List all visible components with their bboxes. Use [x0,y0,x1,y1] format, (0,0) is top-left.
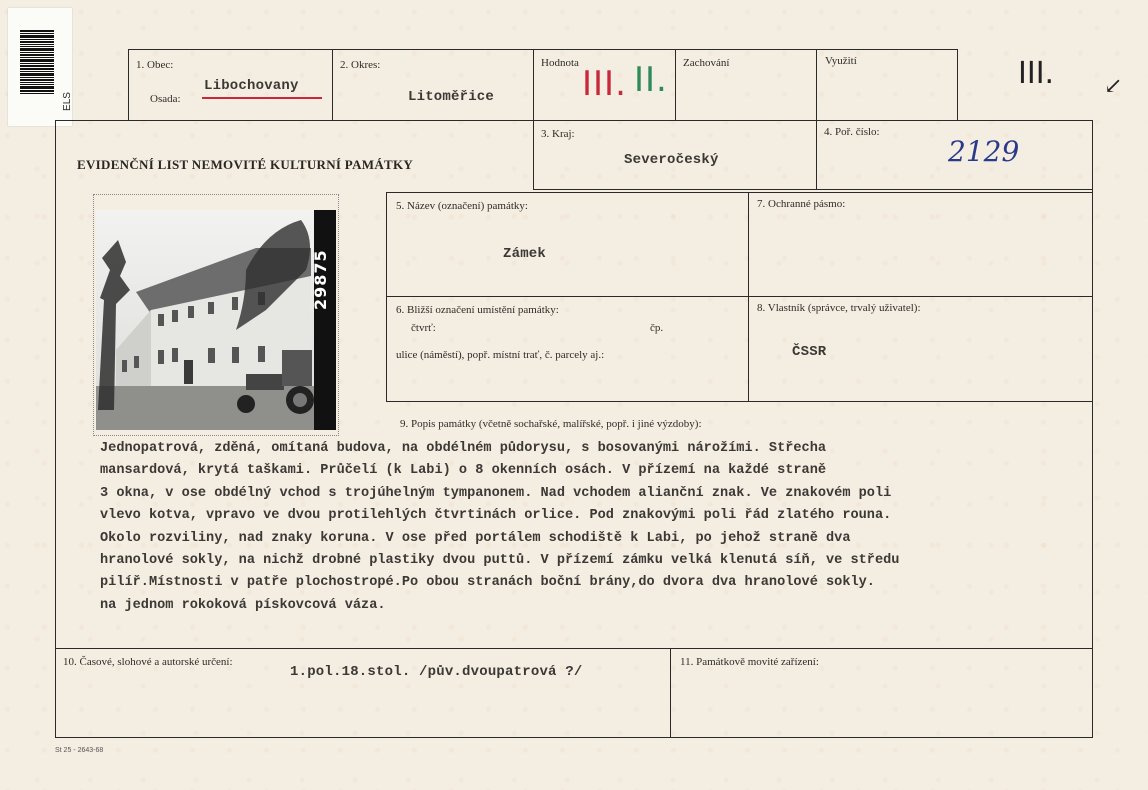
ulice-label: ulice (náměstí), popř. místní trať, č. parcely aj.: [396,349,605,361]
nazev-label: 5. Název (označení) památky: [396,200,528,212]
zachovani-label: Zachování [683,57,730,69]
casove-label: 10. Časové, slohové a autorské určení: [63,656,233,668]
corner-mark: III. [1018,56,1055,91]
description-text [100,438,1090,617]
vlastnik-label: 8. Vlastník (správce, trvalý uživatel): [757,302,921,314]
barcode-sticker [8,8,72,126]
kraj-label: 3. Kraj: [541,128,575,140]
okres-label: 2. Okres: [340,59,381,71]
cp-label: čp. [650,322,664,334]
photo-number: 29875 [311,249,330,310]
pasmo-label: 7. Ochranné pásmo: [757,198,846,210]
description-line: 3 okna, v ose obdélný vchod s trojúhelným tympanonem. Nad vchodem alianční znak. Ve znakovém poli [100,485,892,501]
nazev-value: Zámek [503,246,547,262]
description-line: Okolo rozviliny, nad znaky koruna. V ose před portálem schodiště k Labi, po jehož straně dva [100,530,851,546]
hodnota-red: III. [582,64,627,104]
casove-value: 1.pol.18.stol. /pův.dvoupatrová ?/ [290,664,583,680]
barcode-label-text: ELS [61,92,73,111]
check-mark-icon: ↙ [1104,74,1123,99]
obec-value: Libochovany [204,78,299,94]
zarizeni-label: 11. Památkově movité zařízení: [680,656,819,668]
description-line: vlevo kotva, vpravo ve dvou protilehlých čtvrtinách orlice. Pod znakovými poli řád zlatého rouna. [100,508,892,524]
osada-label: Osada: [150,93,181,105]
form-title: EVIDENČNÍ LIST NEMOVITÉ KULTURNÍ PAMÁTKY [77,157,414,172]
obec-label: 1. Obec: [136,59,174,71]
okres-value: Litoměřice [408,89,495,105]
description-line: na jednom rokoková pískovcová váza. [100,597,386,613]
barcode-icon [20,30,54,122]
hodnota-label: Hodnota [541,57,579,69]
description-line: Jednopatrová, zděná, omítaná budova, na obdélném půdorysu, s bosovanými nárožími. Střecha [100,441,827,456]
poradi-value: 2129 [948,135,1020,168]
description-line: pilíř.Místnosti v patře plochostropé.Po obou stranách boční brány,do dvora dva hranolové sokly. [100,575,875,591]
description-line: hranolové sokly, na nichž drobné plastiky dvou puttů. V přízemí zámku velká klenutá síň, ve středu [100,553,900,569]
kraj-value: Severočeský [624,152,719,168]
building-photo [96,210,336,430]
ctvrt-label: čtvrť: [411,322,436,334]
popis-label: 9. Popis památky (včetně sochařské, malířské, popř. i jiné výzdoby): [400,418,702,430]
umisteni-label: 6. Bližší označení umístění památky: [396,304,559,316]
red-underline [202,97,322,99]
vyuziti-label: Využití [825,55,857,67]
form-code: St 25 - 2643-68 [55,747,104,754]
poradi-label: 4. Poř. číslo: [824,126,880,138]
vlastnik-value: ČSSR [792,344,827,360]
description-line: mansardová, krytá taškami. Průčelí (k Labi) o 8 okenních osách. V přízemí na každé straně [100,463,827,479]
hodnota-green: II. [634,60,668,100]
